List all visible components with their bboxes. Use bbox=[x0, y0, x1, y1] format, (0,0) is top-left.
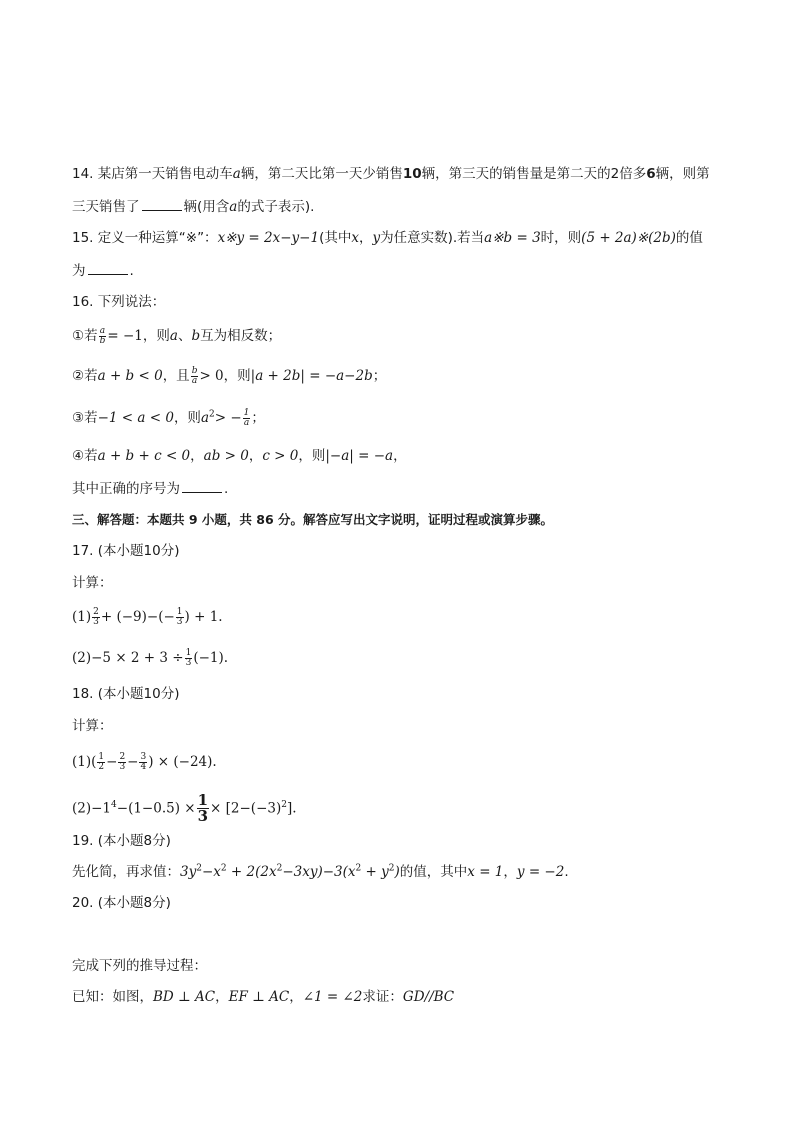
q17-p1-num2: 1 bbox=[176, 606, 183, 617]
q16-statement-1 bbox=[72, 326, 734, 346]
q18-title: 18. (本小题10分) bbox=[72, 686, 180, 702]
q18-part-1 bbox=[72, 752, 734, 772]
q15-expression: (5 + 2a)※(2b) bbox=[581, 230, 676, 246]
q19-sup2: 2 bbox=[220, 863, 227, 874]
q15-var-x: x bbox=[351, 230, 359, 246]
q17-p2-num: 1 bbox=[185, 647, 192, 658]
q15-answer-blank[interactable] bbox=[88, 260, 128, 275]
q18-p1-den2: 3 bbox=[119, 761, 126, 772]
q18-p1-minus2: − bbox=[127, 754, 139, 770]
q16-s2-math1: a + b < 0 bbox=[97, 368, 163, 384]
q16-answer-text: 其中正确的序号为 bbox=[72, 481, 180, 497]
q18-p1-num1: 1 bbox=[98, 751, 105, 762]
q19-period: . bbox=[564, 864, 569, 880]
q20-math2: EF ⊥ AC bbox=[228, 989, 290, 1005]
q16-s3-num: 1 bbox=[243, 407, 250, 418]
q16-s4-sep1: ， bbox=[190, 448, 204, 464]
q15-text-3: 为任意实数).若当 bbox=[380, 230, 485, 246]
q19-term1: 3y bbox=[180, 864, 197, 880]
q18-p1-den1: 2 bbox=[98, 761, 105, 772]
q16-s3-var-a: a bbox=[200, 410, 209, 426]
q19-text2: 的值，其中 bbox=[399, 864, 468, 880]
q14-answer-blank[interactable] bbox=[142, 196, 182, 211]
q19-x-value: x = 1 bbox=[467, 864, 504, 880]
q14-text-6: 三天销售了 bbox=[72, 199, 140, 215]
q16-title: 16. 下列说法： bbox=[72, 294, 166, 310]
q16-s1-sep: 、 bbox=[177, 328, 192, 344]
q14-num-10: 10 bbox=[402, 166, 422, 182]
q16-s2-text2: ，且 bbox=[162, 368, 190, 384]
q18-p2-expr2: −(1−0.5) × bbox=[116, 800, 196, 817]
q18-p2-num: 1 bbox=[197, 791, 209, 809]
q20-math1: BD ⊥ AC bbox=[153, 989, 216, 1005]
q17-part-1 bbox=[72, 607, 734, 627]
q17-p2-den: 3 bbox=[185, 657, 192, 668]
q16-s4-sep3: ， bbox=[393, 448, 407, 464]
q15-comma: ， bbox=[358, 230, 373, 246]
q18-p1-den3: 4 bbox=[140, 761, 147, 772]
q15-formula: x※y = 2x−y−1 bbox=[217, 230, 320, 246]
q19-term3: + 2(2x bbox=[226, 864, 277, 880]
q20-title: 20. (本小题8分) bbox=[72, 895, 171, 911]
q14-text-7: 辆(用含 bbox=[183, 199, 230, 215]
q16-s2-math2: > 0 bbox=[199, 368, 224, 384]
q14-text-4: 倍多 bbox=[619, 166, 647, 182]
q19-text: 先化简，再求值： bbox=[72, 864, 180, 880]
q16-statement-4 bbox=[72, 446, 734, 466]
q19-sup3: 2 bbox=[276, 863, 283, 874]
q17-p1-label: (1) bbox=[72, 609, 92, 625]
q14-text-1: 14. 某店第一天销售电动车 bbox=[72, 166, 233, 182]
q16-s2-text3: ，则 bbox=[223, 368, 251, 384]
q16-statement-3 bbox=[72, 408, 734, 428]
q18-p2-sup2: 2 bbox=[281, 800, 287, 810]
q16-s3-den: a bbox=[243, 417, 250, 428]
q18-p1-fraction3 bbox=[139, 753, 147, 772]
q15-line1 bbox=[72, 228, 734, 248]
q20-math4: GD//BC bbox=[402, 989, 455, 1005]
q14-var-a: a bbox=[232, 166, 241, 182]
q19-title: 19. (本小题8分) bbox=[72, 833, 171, 849]
q16-s1-num: a bbox=[99, 325, 106, 336]
q15-text-7: . bbox=[129, 263, 134, 279]
q16-s4-math4: |−a| = −a bbox=[325, 448, 394, 464]
q16-s2-den: a bbox=[191, 375, 198, 386]
q18-p2-fraction bbox=[197, 793, 209, 824]
q16-s3-text: ③若 bbox=[72, 410, 98, 426]
q17-p1-expr2: ) + 1. bbox=[184, 609, 223, 625]
q14-line2 bbox=[72, 196, 734, 217]
q20-instruction: 完成下列的推导过程： bbox=[72, 958, 207, 974]
q19-comma: ， bbox=[503, 864, 517, 880]
q16-s3-text3: ； bbox=[251, 410, 265, 426]
q16-answer-blank[interactable] bbox=[182, 478, 222, 493]
q16-s1-fraction bbox=[99, 327, 107, 346]
q16-s1-text2: ，则 bbox=[142, 328, 170, 344]
q18-p1-label: (1)( bbox=[72, 754, 97, 770]
q16-s2-text: ②若 bbox=[72, 368, 98, 384]
q16-answer-line bbox=[72, 478, 734, 499]
q17-p1-expr: + (−9)−(− bbox=[100, 609, 175, 625]
q18-calc-label: 计算： bbox=[72, 718, 113, 734]
q17-p1-den2: 3 bbox=[176, 616, 183, 627]
q17-calc-label: 计算： bbox=[72, 575, 113, 591]
q17-p2-fraction bbox=[185, 649, 193, 668]
q16-s3-text2: ，则 bbox=[173, 410, 201, 426]
q20-sep1: ， bbox=[215, 989, 229, 1005]
q18-p2-expr4: ]. bbox=[286, 800, 297, 817]
q16-s1-text3: 互为相反数； bbox=[200, 328, 282, 344]
q19-term2: −x bbox=[201, 864, 221, 880]
q14-num-2: 2 bbox=[610, 166, 620, 182]
q19-term5: + y bbox=[361, 864, 389, 880]
q16-s1-var-a: a bbox=[169, 328, 178, 344]
q18-p2-den: 3 bbox=[197, 807, 209, 825]
q15-condition: a※b = 3 bbox=[484, 230, 541, 246]
q15-text-4: 时，则 bbox=[540, 230, 582, 246]
q20-given bbox=[72, 987, 734, 1007]
section-3-heading: 三、解答题：本题共 9 小题，共 86 分。解答应写出文字说明，证明过程或演算步骤。 bbox=[72, 512, 554, 527]
q19-term6: ) bbox=[394, 864, 400, 880]
q17-p1-fraction2 bbox=[176, 608, 184, 627]
q16-s4-text: ④若 bbox=[72, 448, 98, 464]
q14-text-5: 辆，则第 bbox=[655, 166, 710, 182]
q19-sup1: 2 bbox=[196, 863, 202, 874]
q16-s3-fraction bbox=[243, 409, 251, 428]
q15-text-1: 15. 定义一种运算“※”： bbox=[72, 230, 218, 246]
q16-s3-math2: > − bbox=[214, 410, 242, 426]
q18-p2-expr: (2)−1 bbox=[72, 800, 112, 817]
q14-var-a2: a bbox=[229, 199, 238, 215]
q16-s3-sup: 2 bbox=[209, 409, 215, 420]
q19-term4: −3xy)−3(x bbox=[282, 864, 356, 880]
q20-math3: ∠1 = ∠2 bbox=[302, 989, 363, 1005]
q14-line1 bbox=[72, 164, 734, 184]
q14-text-2: 辆，第二天比第一天少销售 bbox=[240, 166, 403, 182]
q16-s2-math3: |a + 2b| = −a−2b bbox=[250, 368, 373, 384]
q16-s4-math1: a + b + c < 0 bbox=[97, 448, 191, 464]
q16-answer-period: . bbox=[224, 481, 229, 497]
q19-sup4: 2 bbox=[355, 863, 362, 874]
q17-p1-num: 2 bbox=[93, 606, 99, 617]
q20-text2: 求证： bbox=[362, 989, 403, 1005]
q20-text: 已知：如图， bbox=[72, 989, 153, 1005]
q15-text-6: 为 bbox=[72, 263, 86, 279]
q20-sep2: ， bbox=[289, 989, 303, 1005]
q16-s1-den: b bbox=[99, 335, 106, 346]
q18-p1-minus1: − bbox=[106, 754, 118, 770]
q18-p1-num2: 2 bbox=[119, 751, 126, 762]
q18-p1-num3: 3 bbox=[140, 751, 147, 762]
q16-s1-var-b: b bbox=[191, 328, 201, 344]
q16-s4-math3: c > 0 bbox=[262, 448, 299, 464]
q16-s1-eq: = −1 bbox=[107, 328, 143, 344]
q16-s4-sep2: ， bbox=[248, 448, 263, 464]
q17-p2-expr: (2)−5 × 2 + 3 ÷ bbox=[72, 650, 184, 666]
q17-p1-den: 3 bbox=[93, 616, 99, 627]
q17-p2-expr2: (−1). bbox=[193, 650, 229, 666]
q19-sup5: 2 bbox=[388, 863, 395, 874]
q14-num-6: 6 bbox=[646, 166, 656, 182]
q18-p1-fraction1 bbox=[97, 753, 105, 772]
q17-title: 17. (本小题10分) bbox=[72, 543, 180, 559]
q18-p1-expr: ) × (−24). bbox=[148, 754, 217, 770]
q18-p2-sup: 4 bbox=[111, 800, 117, 810]
q16-s4-text2: ，则 bbox=[298, 448, 326, 464]
q16-statement-2 bbox=[72, 366, 734, 386]
q18-p2-expr3: × [2−(−3) bbox=[210, 800, 282, 817]
q16-s3-math1: −1 < a < 0 bbox=[97, 410, 174, 426]
q15-line2 bbox=[72, 260, 734, 281]
q16-s4-math2: ab > 0 bbox=[203, 448, 249, 464]
q15-text-5: 的值 bbox=[675, 230, 703, 246]
q15-text-2: (其中 bbox=[319, 230, 352, 246]
q16-s2-num: b bbox=[191, 365, 198, 376]
q16-s2-text4: ； bbox=[372, 368, 387, 384]
q18-part-2 bbox=[72, 793, 734, 824]
q16-s2-fraction bbox=[191, 367, 199, 386]
q17-p1-fraction bbox=[92, 608, 100, 627]
q14-text-3: 辆，第三天的销售量是第二天的 bbox=[421, 166, 611, 182]
q14-text-8: 的式子表示). bbox=[237, 199, 315, 215]
q17-part-2 bbox=[72, 648, 734, 668]
q19-problem bbox=[72, 862, 734, 882]
q18-p1-fraction2 bbox=[118, 753, 126, 772]
q16-s1-text: ①若 bbox=[72, 328, 98, 344]
q19-y-value: y = −2 bbox=[516, 864, 565, 880]
q15-var-y: y bbox=[372, 230, 381, 246]
